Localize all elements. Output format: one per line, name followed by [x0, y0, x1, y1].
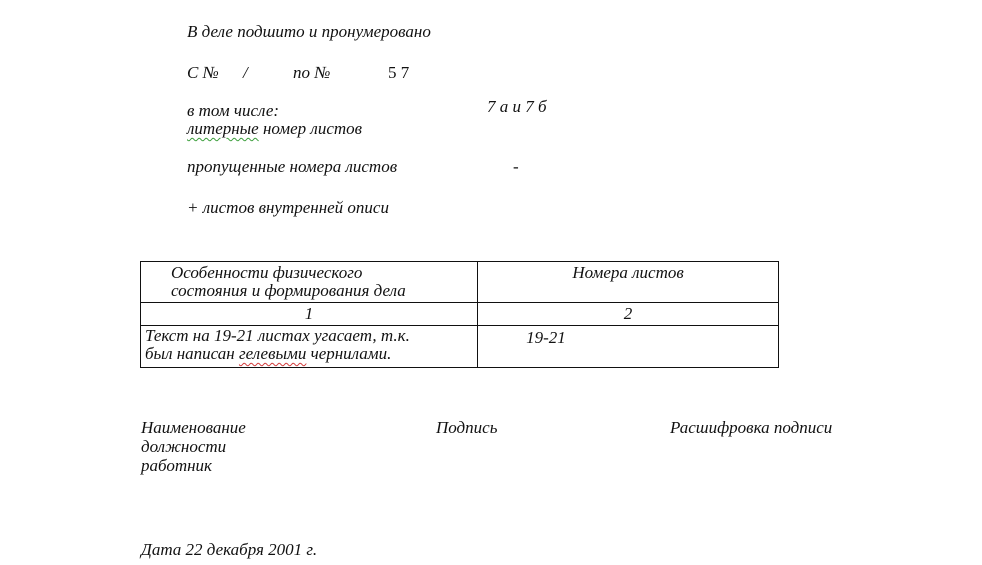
header-features-line2: состояния и формирования дела [171, 281, 406, 300]
table-number-row [141, 303, 779, 326]
header-cell-features [141, 262, 478, 303]
position-label-line3: работник [141, 456, 212, 475]
signature-label: Подпись [436, 418, 498, 437]
column-number-1: 1 [141, 303, 478, 326]
feature-description-marked-word: гелевыми [238, 344, 307, 363]
header-features-line1: Особенности физического [171, 263, 363, 282]
from-number-slash: / [243, 63, 248, 82]
header-cell-sheet-numbers: Номера листов [478, 262, 779, 303]
from-number-label: С № [187, 63, 219, 82]
stitched-numbered-line: В деле подшито и пронумеровано [187, 22, 431, 41]
feature-description-post: чернилами. [306, 344, 392, 363]
position-label-line2: должности [141, 437, 227, 456]
letter-sheets-line [187, 119, 362, 138]
skipped-numbers-label: пропущенные номера листов [187, 157, 398, 176]
skipped-numbers-value: - [513, 157, 519, 176]
table-row [141, 326, 779, 368]
position-label-line1: Наименование [141, 418, 246, 437]
feature-description-line1: Текст на 19-21 листах угасает, т.к. [145, 326, 410, 345]
letter-sheets-rest: номер листов [262, 119, 363, 138]
internal-inventory-line: + листов внутренней описи [187, 198, 389, 217]
including-label: в том числе: [187, 101, 280, 120]
column-number-2: 2 [478, 303, 779, 326]
to-number-value: 5 7 [388, 63, 410, 82]
feature-description-cell [141, 326, 478, 368]
sheet-numbers-cell: 19-21 [478, 326, 779, 368]
letter-sheets-word: литерные [187, 119, 259, 138]
signature-decoding-label: Расшифровка подписи [670, 418, 833, 437]
document-date: Дата 22 декабря 2001 г. [141, 540, 318, 559]
feature-description-line2 [145, 345, 477, 363]
features-table [140, 261, 779, 368]
feature-description-pre: был написан [145, 344, 239, 363]
table-header-row [141, 262, 779, 303]
including-value: 7 а и 7 б [487, 97, 547, 116]
to-number-label: по № [293, 63, 331, 82]
